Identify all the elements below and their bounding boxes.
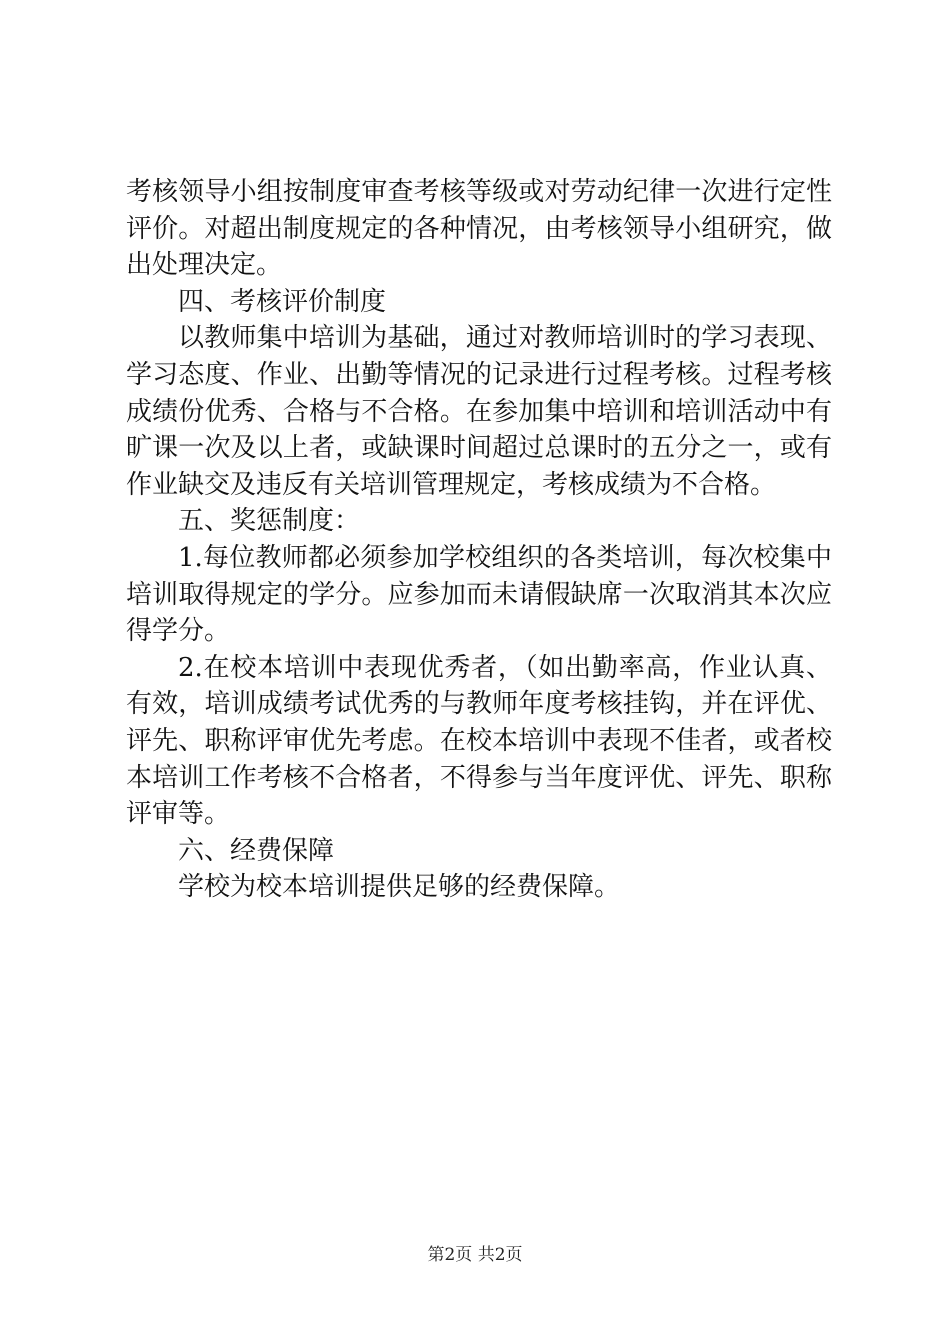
paragraph-line: 培训取得规定的学分。应参加而未请假缺席一次取消其本次应 bbox=[126, 579, 832, 610]
section-heading-rewards: 五、奖惩制度： bbox=[178, 506, 361, 537]
paragraph-line: 得学分。 bbox=[126, 616, 231, 647]
paragraph-line: 成绩份优秀、合格与不合格。在参加集中培训和培训活动中有 bbox=[126, 396, 832, 427]
paragraph-line: 评价。对超出制度规定的各种情况，由考核领导小组研究，做 bbox=[126, 213, 832, 244]
paragraph-line: 评审等。 bbox=[126, 799, 231, 830]
paragraph-line: 学校为校本培训提供足够的经费保障。 bbox=[178, 872, 621, 903]
section-heading-funding: 六、经费保障 bbox=[178, 835, 335, 866]
paragraph-line: 以教师集中培训为基础，通过对教师培训时的学习表现、 bbox=[178, 323, 832, 354]
paragraph-line: 作业缺交及违反有关培训管理规定，考核成绩为不合格。 bbox=[126, 469, 777, 500]
paragraph-line: 1.每位教师都必须参加学校组织的各类培训，每次校集中 bbox=[178, 542, 832, 573]
paragraph-line: 2.在校本培训中表现优秀者，（如出勤率高，作业认真、 bbox=[178, 652, 832, 683]
paragraph-line: 旷课一次及以上者，或缺课时间超过总课时的五分之一，或有 bbox=[126, 433, 832, 464]
paragraph-line: 有效，培训成绩考试优秀的与教师年度考核挂钩，并在评优、 bbox=[126, 689, 832, 720]
paragraph-line: 本培训工作考核不合格者，不得参与当年度评优、评先、职称 bbox=[126, 762, 832, 793]
section-heading-assessment: 四、考核评价制度 bbox=[178, 286, 387, 317]
paragraph-line: 评先、职称评审优先考虑。在校本培训中表现不佳者，或者校 bbox=[126, 725, 832, 756]
paragraph-line: 出处理决定。 bbox=[126, 250, 283, 281]
paragraph-line: 学习态度、作业、出勤等情况的记录进行过程考核。过程考核 bbox=[126, 359, 832, 390]
document-body bbox=[126, 174, 832, 906]
page-number-footer: 第2页 共2页 bbox=[427, 1245, 523, 1265]
paragraph-line: 考核领导小组按制度审查考核等级或对劳动纪律一次进行定性 bbox=[126, 177, 832, 207]
